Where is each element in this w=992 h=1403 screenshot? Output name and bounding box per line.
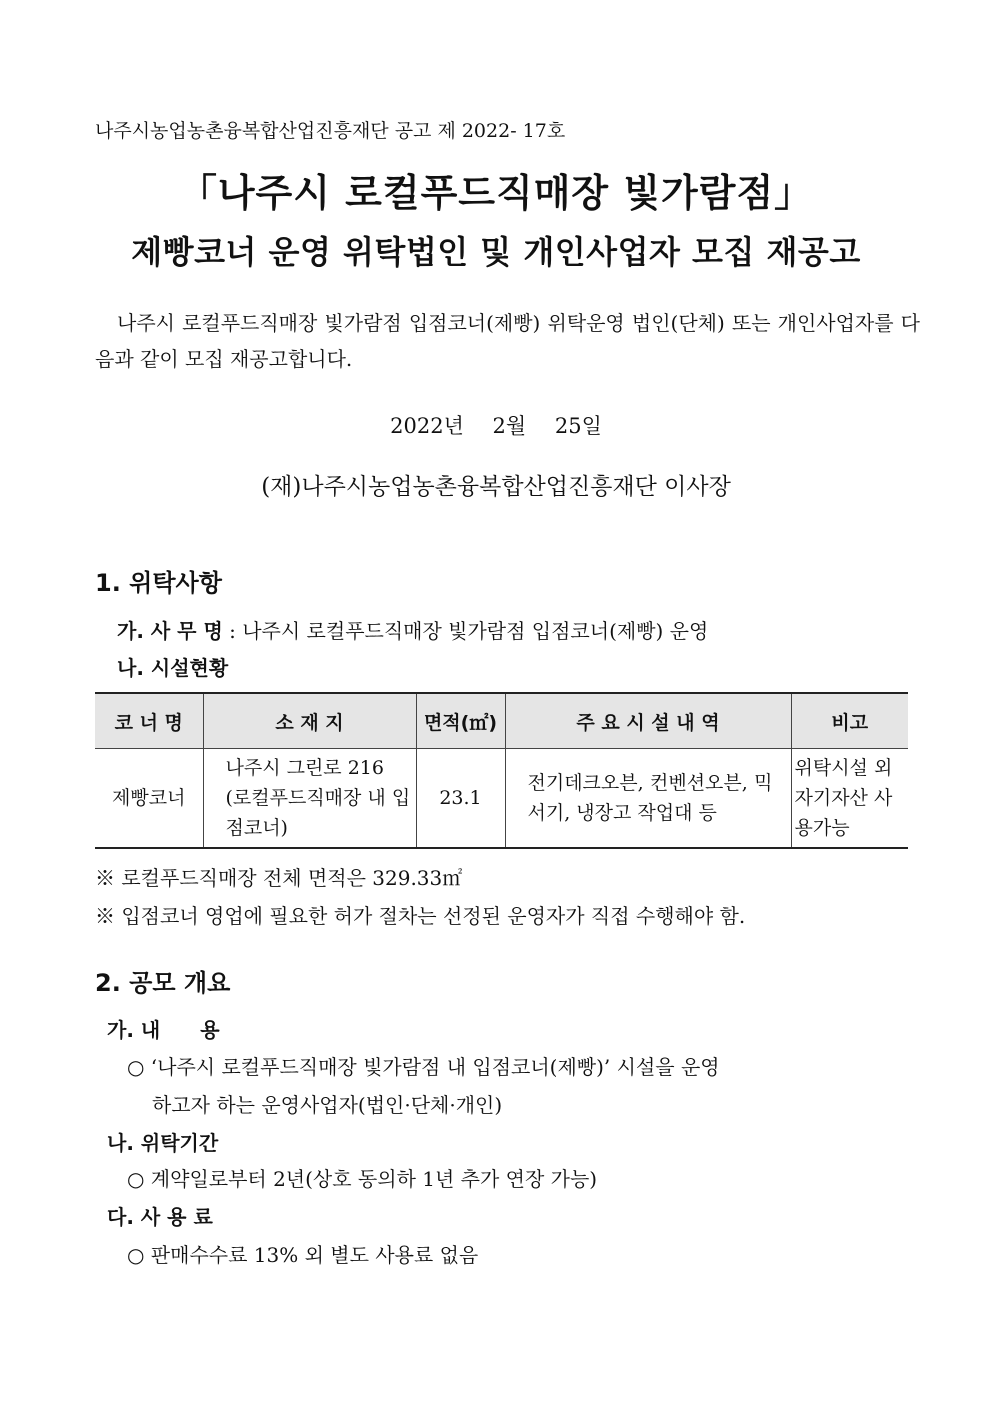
column-header: 소 재 지: [203, 693, 416, 749]
column-header: 비고: [791, 693, 908, 749]
period-label-line: [107, 1127, 218, 1156]
fee-label-line: [107, 1201, 213, 1230]
table-row: [95, 749, 908, 849]
cell-facilities: 전기데크오븐, 컨벤션오븐, 믹서기, 냉장고 작업대 등: [505, 749, 791, 849]
section-heading-2: 2. 공모 개요: [95, 969, 231, 997]
column-header: 코 너 명: [95, 693, 203, 749]
notice-date: 2022년 2월 25일: [390, 414, 602, 438]
column-header: 주 요 시 설 내 역: [505, 693, 791, 749]
notice-number: 나주시농업농촌융복합산업진흥재단 공고 제 2022- 17호: [95, 120, 566, 142]
table-header-row: [95, 693, 908, 749]
content-text-line1: ○ ‘나주시 로컬푸드직매장 빛가람점 내 입점코너(제빵)’ 시설을 운영: [127, 1055, 720, 1079]
period-text: ○ 계약일로부터 2년(상호 동의하 1년 추가 연장 가능): [127, 1167, 598, 1191]
cell-area: 23.1: [416, 749, 505, 849]
business-name-line: [117, 615, 708, 644]
note-total-area: ※ 로컬푸드직매장 전체 면적은 329.33㎡: [95, 866, 463, 890]
content-label: 가. 내 용: [107, 1018, 220, 1042]
facility-status-line: [117, 652, 228, 681]
section-heading-1: 1. 위탁사항: [95, 569, 222, 597]
intro-paragraph: 나주시 로컬푸드직매장 빛가람점 입점코너(제빵) 위탁운영 법인(단체) 또는 개인사업자를 다음과 같이 모집 재공고합니다.: [95, 311, 920, 371]
cell-corner-name: 제빵코너: [95, 749, 203, 849]
document-subtitle: 제빵코너 운영 위탁법인 및 개인사업자 모집 재공고: [131, 233, 861, 271]
facility-status-label: 나. 시설현황: [117, 656, 229, 680]
facility-table: [95, 692, 908, 849]
period-label: 나. 위탁기간: [107, 1131, 219, 1155]
document-title: 「나주시 로컬푸드직매장 빛가람점」: [178, 171, 814, 215]
column-header: 면적(㎡): [416, 693, 505, 749]
note-permit: ※ 입점코너 영업에 필요한 허가 절차는 선정된 운영자가 직접 수행해야 함.: [95, 904, 746, 928]
issuer: (재)나주시농업농촌융복합산업진흥재단 이사장: [261, 474, 731, 500]
business-name-label: 가. 사 무 명: [117, 619, 223, 643]
content-label-line: [107, 1014, 220, 1043]
business-name-text: : 나주시 로컬푸드직매장 빛가람점 입점코너(제빵) 운영: [229, 619, 709, 643]
fee-label: 다. 사 용 료: [107, 1205, 213, 1229]
content-text-line2: 하고자 하는 운영사업자(법인·단체·개인): [152, 1093, 503, 1117]
fee-text: ○ 판매수수료 13% 외 별도 사용료 없음: [127, 1243, 479, 1267]
cell-note: 위탁시설 외 자기자산 사용가능: [791, 749, 908, 849]
cell-location: 나주시 그린로 216 (로컬푸드직매장 내 입점코너): [203, 749, 416, 849]
